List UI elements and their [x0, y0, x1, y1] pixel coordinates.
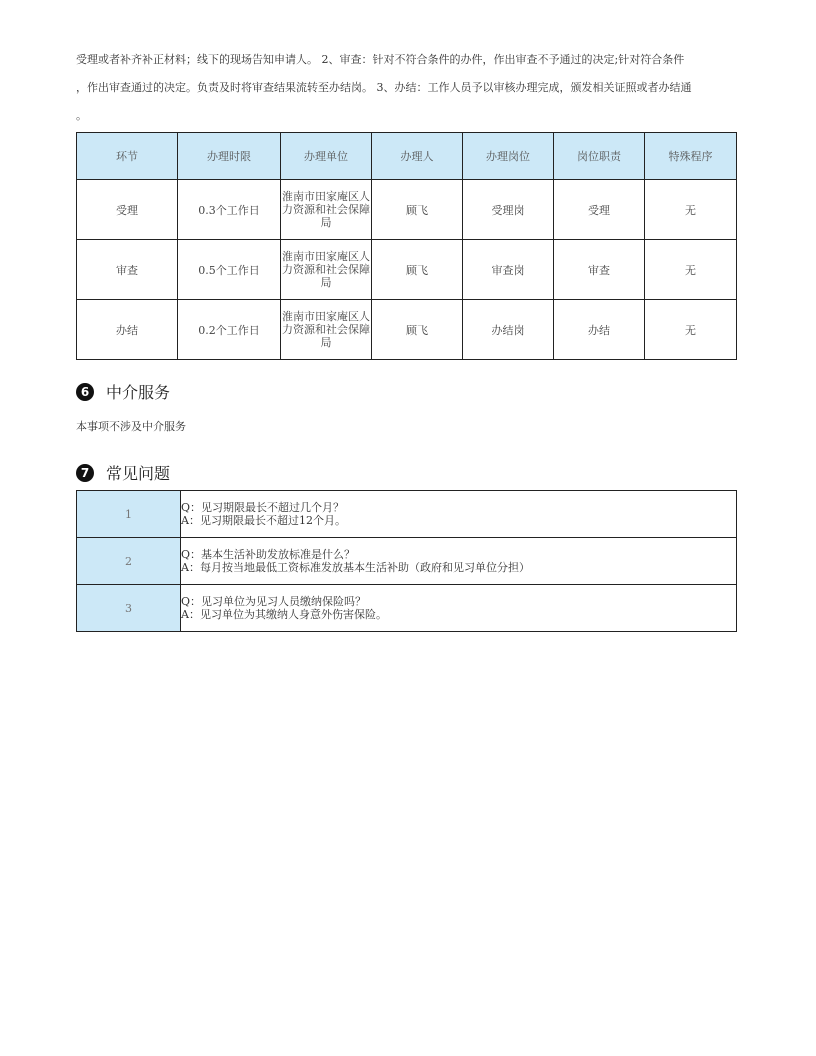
- header-duty: 岗位职责: [554, 133, 645, 180]
- header-special: 特殊程序: [645, 133, 737, 180]
- faq-question: Q：见习单位为见习人员缴纳保险吗？: [181, 595, 367, 608]
- process-table-header-row: [77, 133, 737, 180]
- cell-unit: 淮南市田家庵区人力资源和社会保障局: [281, 240, 372, 300]
- cell-handler: 顾飞: [372, 300, 463, 360]
- section-faq-heading: [76, 461, 170, 484]
- faq-answer: A：每月按当地最低工资标准发放基本生活补助（政府和见习单位分担）: [181, 561, 530, 574]
- intermediary-text: 本事项不涉及中介服务: [76, 420, 186, 433]
- cell-unit: 淮南市田家庵区人力资源和社会保障局: [281, 180, 372, 240]
- faq-content: [181, 538, 737, 585]
- cell-time-limit: 0.2个工作日: [178, 300, 281, 360]
- header-handler: 办理人: [372, 133, 463, 180]
- cell-post: 办结岗: [463, 300, 554, 360]
- cell-special: 无: [645, 180, 737, 240]
- cell-handler: 顾飞: [372, 240, 463, 300]
- intro-line-2: ，作出审查通过的决定。负责及时将审查结果流转至办结岗。 3、办结：工作人员予以审核办理完成，颁发相关证照或者办结通: [76, 81, 692, 94]
- cell-step: 办结: [77, 300, 178, 360]
- cell-post: 审查岗: [463, 240, 554, 300]
- faq-number: 1: [77, 491, 181, 538]
- number-6-icon: 6: [76, 383, 94, 401]
- cell-handler: 顾飞: [372, 180, 463, 240]
- faq-content: [181, 585, 737, 632]
- table-row: [77, 180, 737, 240]
- intro-line-1: 受理或者补齐补正材料；线下的现场告知申请人。 2、审查：针对不符合条件的办件，作出审查不予通过的决定;针对符合条件: [76, 53, 685, 66]
- intro-paragraph: [76, 50, 736, 134]
- intro-line-3: 。: [76, 109, 87, 122]
- header-time-limit: 办理时限: [178, 133, 281, 180]
- table-row: [77, 300, 737, 360]
- cell-step: 审查: [77, 240, 178, 300]
- faq-answer: A：见习期限最长不超过12个月。: [181, 514, 346, 527]
- section-title: 常见问题: [106, 464, 171, 483]
- faq-content: [181, 491, 737, 538]
- header-step: 环节: [77, 133, 178, 180]
- faq-question: Q：见习期限最长不超过几个月？: [181, 501, 345, 514]
- header-post: 办理岗位: [463, 133, 554, 180]
- section-intermediary-heading: [76, 380, 170, 403]
- faq-question: Q：基本生活补助发放标准是什么？: [181, 548, 356, 561]
- cell-time-limit: 0.5个工作日: [178, 240, 281, 300]
- cell-time-limit: 0.3个工作日: [178, 180, 281, 240]
- cell-duty: 办结: [554, 300, 645, 360]
- number-7-icon: 7: [76, 464, 94, 482]
- section-title: 中介服务: [106, 383, 171, 402]
- cell-duty: 受理: [554, 180, 645, 240]
- table-row: [77, 491, 737, 538]
- cell-special: 无: [645, 300, 737, 360]
- cell-unit: 淮南市田家庵区人力资源和社会保障局: [281, 300, 372, 360]
- cell-duty: 审查: [554, 240, 645, 300]
- cell-step: 受理: [77, 180, 178, 240]
- process-table: [76, 132, 737, 360]
- faq-number: 2: [77, 538, 181, 585]
- cell-special: 无: [645, 240, 737, 300]
- faq-table: [76, 490, 737, 632]
- faq-answer: A：见习单位为其缴纳人身意外伤害保险。: [181, 608, 387, 621]
- table-row: [77, 240, 737, 300]
- cell-post: 受理岗: [463, 180, 554, 240]
- header-unit: 办理单位: [281, 133, 372, 180]
- table-row: [77, 538, 737, 585]
- faq-number: 3: [77, 585, 181, 632]
- table-row: [77, 585, 737, 632]
